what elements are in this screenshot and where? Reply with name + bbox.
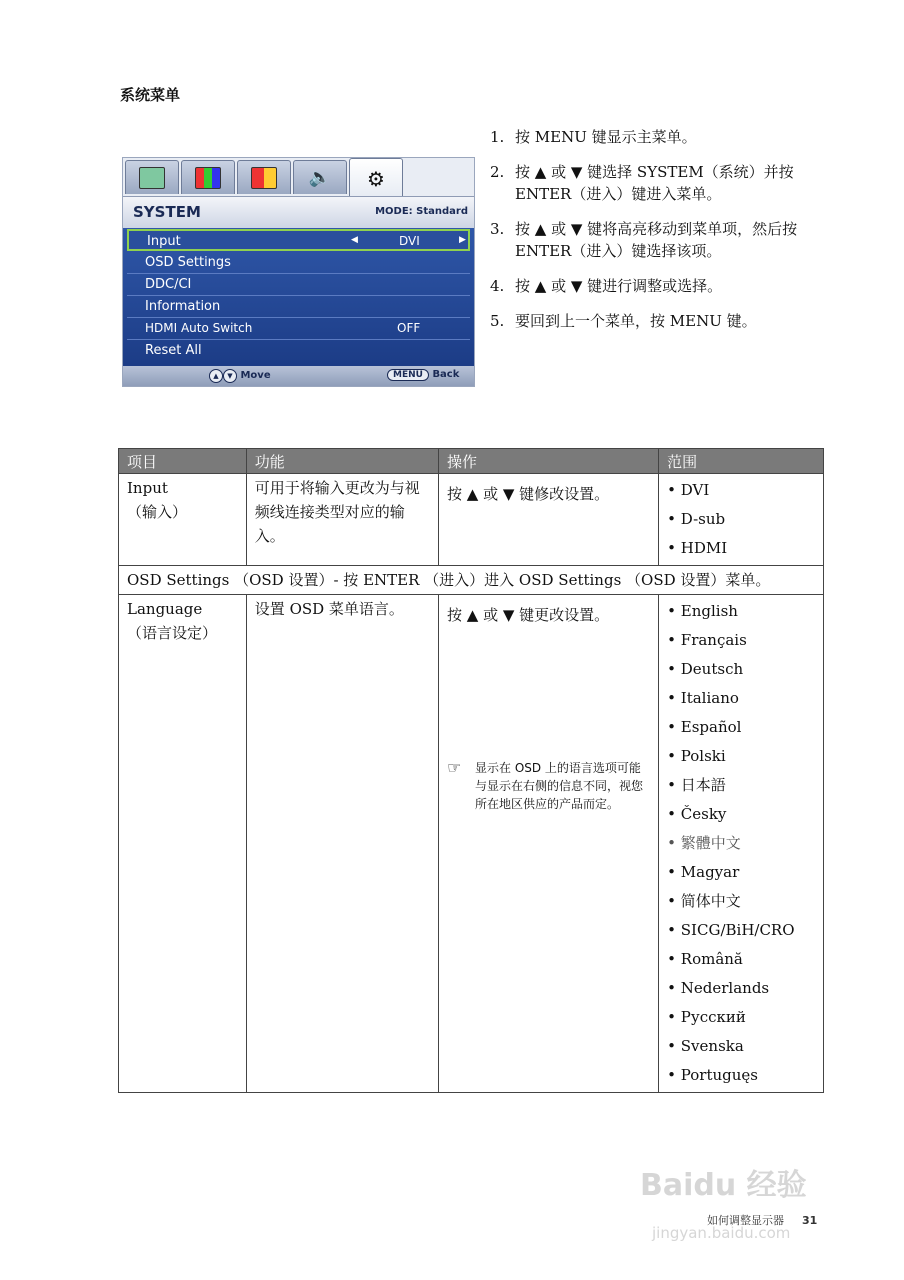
picture-advanced-tab-icon (237, 160, 291, 194)
function-cell: 可用于将输入更改为与视频线连接类型对应的输入。 (246, 474, 438, 566)
step-text: 按 ▲ 或 ▼ 键将高亮移动到菜单项，然后按 ENTER（进入）键选择该项。 (515, 220, 798, 260)
range-option: • DVI (667, 476, 815, 505)
step-2 (490, 161, 820, 205)
move-hint: Move (240, 370, 271, 381)
osd-item-label: DDC/CI (145, 277, 192, 292)
step-text: 按 ▲ 或 ▼ 键选择 SYSTEM（系统）并按 ENTER（进入）键进入菜单。 (515, 163, 794, 203)
language-option: • 日本語 (667, 771, 815, 800)
footer-text: 如何调整显示器 (707, 1214, 784, 1227)
osd-item-input (127, 229, 470, 251)
osd-mode: MODE: Standard (375, 206, 468, 217)
language-option: • English (667, 597, 815, 626)
down-arrow-icon: ▼ (223, 369, 237, 383)
osd-item-list (123, 228, 474, 366)
osd-title: SYSTEM (133, 203, 201, 221)
table-header-row (119, 449, 824, 474)
column-header: 范围 (659, 449, 824, 474)
language-option: • Portuguęs (667, 1061, 815, 1090)
item-name: Language (127, 600, 203, 618)
up-arrow-icon: ▲ (209, 369, 223, 383)
function-cell: 设置 OSD 菜单语言。 (246, 595, 438, 1093)
language-option: • Česky (667, 800, 815, 829)
osd-item-label: Reset All (145, 343, 202, 358)
operation-cell: 按 ▲ 或 ▼ 键修改设置。 (439, 474, 659, 566)
language-option: • Nederlands (667, 974, 815, 1003)
language-option: • Deutsch (667, 655, 815, 684)
settings-table (118, 448, 824, 1093)
language-option: • Magyar (667, 858, 815, 887)
osd-item-label: OSD Settings (145, 255, 231, 270)
language-option: • 繁體中文 (667, 829, 815, 858)
watermark-url: jingyan.baidu.com (652, 1224, 791, 1242)
osd-footer (123, 366, 474, 386)
osd-tab-bar (123, 158, 476, 196)
language-option: • Svenska (667, 1032, 815, 1061)
step-4 (490, 275, 820, 297)
step-1 (490, 126, 820, 148)
step-number: 2. (490, 163, 505, 181)
menu-key-badge: MENU (387, 369, 429, 381)
table-row-input (119, 474, 824, 566)
audio-tab-icon: 🔈 (293, 160, 347, 194)
step-number: 5. (490, 312, 505, 330)
item-name-cn: （输入） (127, 503, 188, 521)
note-text: 显示在 OSD 上的语言选项可能与显示在右侧的信息不同，视您所在地区供应的产品而定。 (475, 761, 644, 811)
instruction-steps (490, 126, 820, 345)
left-arrow-icon: ◀ (351, 235, 358, 245)
osd-header (123, 196, 474, 229)
column-header: 功能 (246, 449, 438, 474)
table-row-language (119, 595, 824, 1093)
osd-item-value: DVI (399, 234, 420, 248)
range-option: • D-sub (667, 505, 815, 534)
osd-item-ddc-ci (127, 274, 470, 296)
osd-item-hdmi-auto-switch (127, 318, 470, 340)
color-tab-icon (181, 160, 235, 194)
back-hint: Back (432, 369, 460, 380)
item-cell (119, 595, 247, 1093)
column-header: 项目 (119, 449, 247, 474)
osd-item-label: HDMI Auto Switch (145, 321, 253, 335)
right-arrow-icon: ▶ (459, 235, 466, 245)
item-cell (119, 474, 247, 566)
column-header: 操作 (439, 449, 659, 474)
range-cell (659, 595, 824, 1093)
range-cell (659, 474, 824, 566)
step-number: 1. (490, 128, 505, 146)
osd-item-reset-all (127, 340, 470, 362)
language-option: • Italiano (667, 684, 815, 713)
system-tab-icon: ⚙ (349, 158, 403, 198)
osd-item-value: OFF (397, 321, 421, 335)
page-number: 31 (802, 1214, 818, 1227)
step-number: 3. (490, 220, 505, 238)
step-3 (490, 218, 820, 262)
table-row-osd-settings (119, 566, 824, 595)
language-note (447, 759, 650, 813)
osd-item-label: Information (145, 299, 221, 314)
operation-cell (439, 595, 659, 1093)
step-5 (490, 310, 820, 332)
picture-tab-icon (125, 160, 179, 194)
language-option: • Română (667, 945, 815, 974)
osd-item-information (127, 296, 470, 318)
operation-text: 按 ▲ 或 ▼ 键更改设置。 (447, 606, 610, 624)
range-list (667, 476, 815, 563)
page-footer (707, 1212, 817, 1228)
pointing-hand-icon: ☞ (447, 758, 462, 777)
osd-menu (122, 157, 475, 387)
language-option: • Español (667, 713, 815, 742)
item-name: Input (127, 479, 168, 497)
watermark-logo: Baidu 经验 (640, 1168, 807, 1203)
language-option: • Français (667, 626, 815, 655)
section-title: 系统菜单 (120, 86, 181, 104)
language-option: • Русский (667, 1003, 815, 1032)
item-name-cn: （语言设定） (127, 624, 218, 642)
step-text: 按 MENU 键显示主菜单。 (515, 128, 697, 146)
osd-item-label: Input (147, 234, 181, 249)
step-text: 按 ▲ 或 ▼ 键进行调整或选择。 (515, 277, 723, 295)
language-list (667, 597, 815, 1090)
step-text: 要回到上一个菜单，按 MENU 键。 (515, 312, 757, 330)
language-option: • Polski (667, 742, 815, 771)
step-number: 4. (490, 277, 505, 295)
language-option: • SICG/BiH/CRO (667, 916, 815, 945)
osd-settings-cell: OSD Settings （OSD 设置）- 按 ENTER （进入）进入 OSD Settings （OSD 设置）菜单。 (119, 566, 824, 595)
osd-item-osd-settings (127, 252, 470, 274)
language-option: • 简体中文 (667, 887, 815, 916)
range-option: • HDMI (667, 534, 815, 563)
